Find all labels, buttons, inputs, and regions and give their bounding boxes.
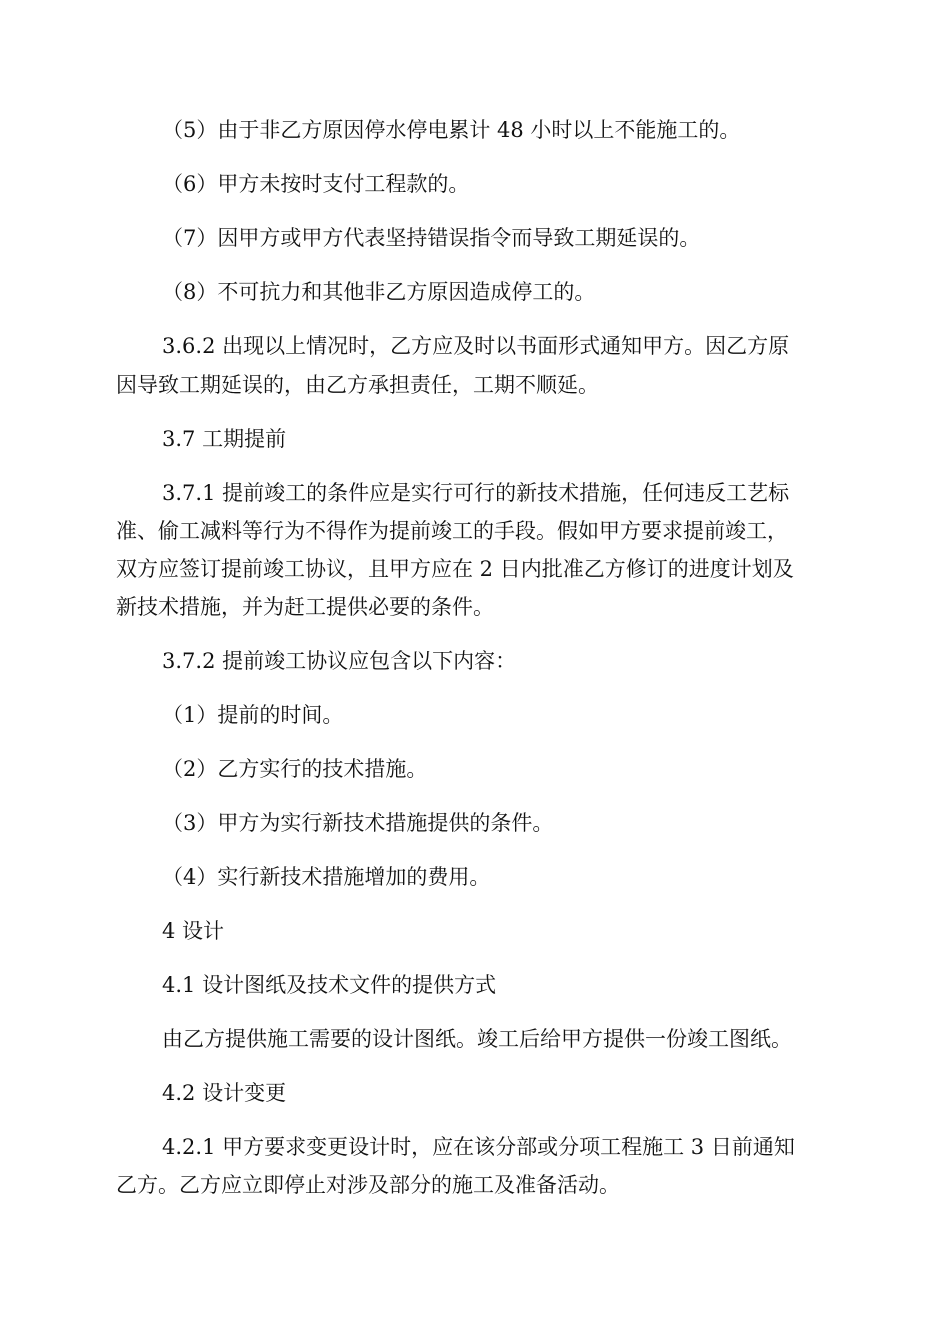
clause-4-2-1-line-2: 乙方。乙方应立即停止对涉及部分的施工及准备活动。	[116, 1173, 620, 1197]
agreement-item-2: （2）乙方实行的技术措施。	[162, 757, 428, 781]
clause-3-7-1-line-4: 新技术措施，并为赶工提供必要的条件。	[116, 595, 494, 619]
clause-3-6-2-line-1: 3.6.2 出现以上情况时，乙方应及时以书面形式通知甲方。因乙方原	[162, 334, 790, 358]
agreement-item-3: （3）甲方为实行新技术措施提供的条件。	[162, 811, 554, 835]
clause-3-6-2-line-2: 因导致工期延误的，由乙方承担责任，工期不顺延。	[116, 373, 599, 397]
section-heading-4-2: 4.2 设计变更	[162, 1081, 287, 1105]
agreement-item-1: （1）提前的时间。	[162, 703, 344, 727]
agreement-item-4: （4）实行新技术措施增加的费用。	[162, 865, 491, 889]
section-heading-4: 4 设计	[162, 919, 225, 943]
section-heading-4-1: 4.1 设计图纸及技术文件的提供方式	[162, 973, 497, 997]
clause-item-5: （5）由于非乙方原因停水停电累计 48 小时以上不能施工的。	[162, 118, 741, 142]
clause-3-7-1-line-2: 准、偷工减料等行为不得作为提前竣工的手段。假如甲方要求提前竣工，	[116, 519, 788, 543]
clause-item-6: （6）甲方未按时支付工程款的。	[162, 172, 470, 196]
clause-item-7: （7）因甲方或甲方代表坚持错误指令而导致工期延误的。	[162, 226, 701, 250]
clause-3-7-1-line-3: 双方应签订提前竣工协议，且甲方应在 2 日内批准乙方修订的进度计划及	[116, 557, 794, 581]
clause-3-7-1-line-1: 3.7.1 提前竣工的条件应是实行可行的新技术措施，任何违反工艺标	[162, 481, 790, 505]
clause-4-2-1-line-1: 4.2.1 甲方要求变更设计时，应在该分部或分项工程施工 3 日前通知	[162, 1135, 795, 1159]
clause-3-7-2: 3.7.2 提前竣工协议应包含以下内容：	[162, 649, 517, 673]
clause-4-1-text: 由乙方提供施工需要的设计图纸。竣工后给甲方提供一份竣工图纸。	[162, 1027, 792, 1051]
clause-item-8: （8）不可抗力和其他非乙方原因造成停工的。	[162, 280, 596, 304]
section-heading-3-7: 3.7 工期提前	[162, 427, 287, 451]
